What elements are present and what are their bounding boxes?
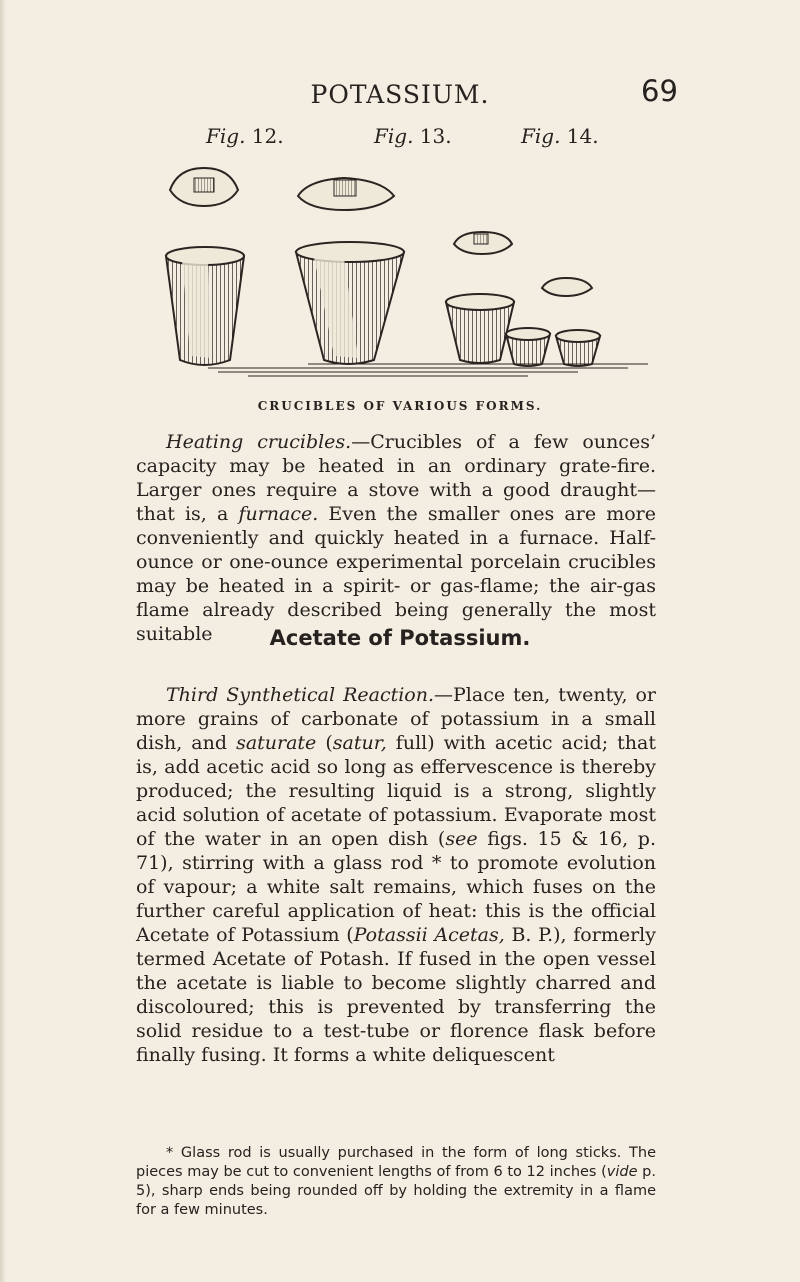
paragraph-lead: Third Synthetical Reaction. (166, 684, 435, 706)
crucible-fig13 (296, 178, 404, 364)
figure-caption: CRUCIBLES OF VARIOUS FORMS. (257, 399, 543, 413)
paragraph-lead: Heating crucibles. (166, 431, 352, 453)
figure-label-12: Fig. 12. (206, 124, 284, 148)
footnote: * Glass rod is usually purchased in the form of long sticks. The pieces may be cut to convenient lengths of from 6 to 12 inches (vide p. 5), sharp ends being rounded off by holding the extremity in a flame for a few minutes. (136, 1145, 656, 1218)
crucible-fig12 (166, 168, 244, 365)
figure-label-14: Fig. 14. (521, 124, 599, 148)
figure-label-13: Fig. 13. (374, 124, 452, 148)
section-heading: Acetate of Potassium. (269, 626, 531, 650)
paragraph-heating-crucibles: Heating crucibles.—Crucibles of a few ounces’ capacity may be heated in an ordinary grate-fire. Larger ones require a stove with a good draught—that is, a furnace. Even the smaller ones are more conveniently and quickly heated in a furnace. Half-ounce or one-ounce experimental porcelain crucibles may be heated in a spirit- or gas-flame; the air-gas flame already described being generally the most suitable (136, 431, 656, 645)
page-number: 69 (641, 74, 678, 108)
crucible-fig14 (446, 232, 600, 366)
running-header: POTASSIUM. (310, 80, 490, 109)
crucibles-engraving (108, 160, 668, 382)
paragraph-third-reaction: Third Synthetical Reaction.—Place ten, twenty, or more grains of carbonate of potassium in a small dish, and saturate (satur, full) with acetic acid; that is, add acetic acid so long as effervescence is thereby produced; the resulting liquid is a strong, slightly acid solution of acetate of potassium. Evaporate most of the water in an open dish (see figs. 15 & 16, p. 71), stirring with a glass rod * to promote evolution of vapour; a white salt remains, which fuses on the further careful application of heat: this is the official Acetate of Potassium (Potassii Acetas, B. P.), formerly termed Acetate of Potash. If fused in the open vessel the acetate is liable to become slightly charred and discoloured; this is prevented by transferring the solid residue to a test-tube or florence flask before finally fusing. It forms a white deliquescent (136, 684, 656, 1066)
